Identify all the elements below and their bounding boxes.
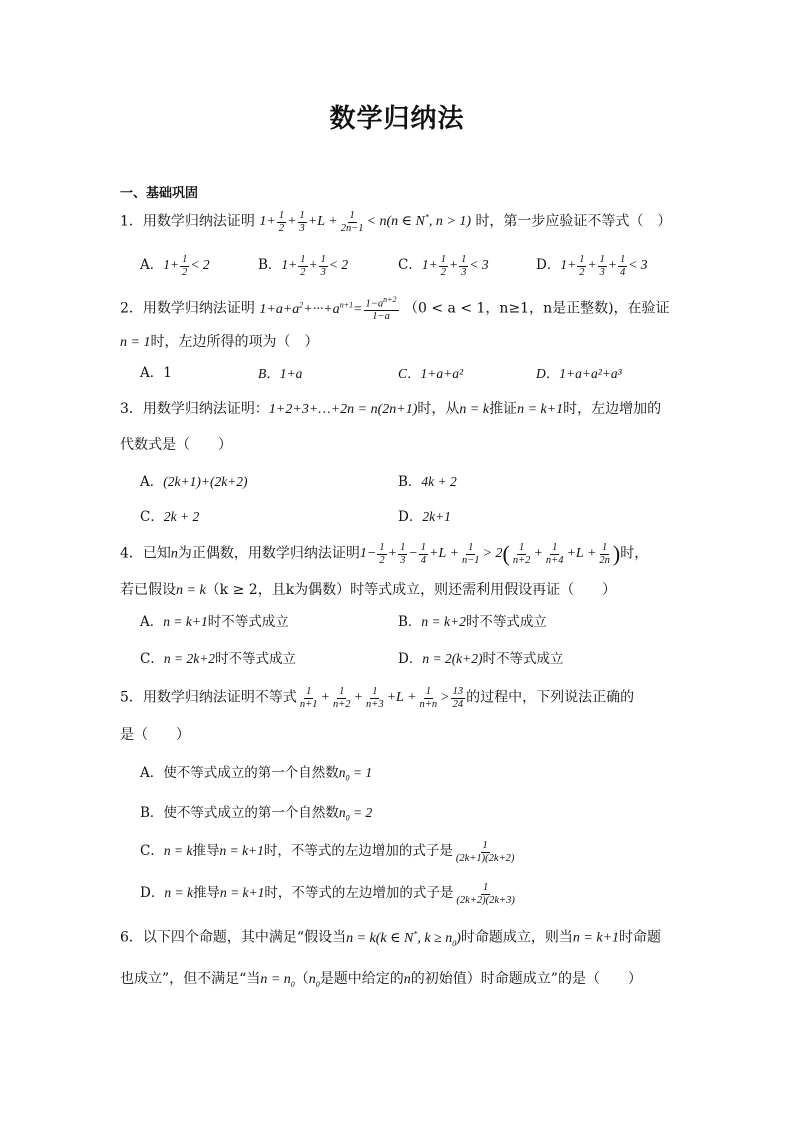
q1-option-d: D．1+ $\frac{1}{2}$ + $\frac{1}{3}$ + $\frac{1}{4}$ < 3 (536, 254, 648, 278)
question-6: 6．以下四个命题，其中满足“假设当n = k(k ∈ N*, $k \ge n_0$)时命题成立，则当n = k+1时命题 (120, 929, 662, 948)
q1-option-a: A．1+ $\frac{1}{2}$ < 2 (140, 254, 210, 278)
question-4-line2: 若已假设n = k（k ≥ 2，且k为偶数）时等式成立，则还需利用假设再证（ ） (120, 582, 617, 598)
q4-option-a: A．n = k+1时不等式成立 (140, 614, 289, 630)
q4-option-b: B．n = k+2时不等式成立 (398, 614, 547, 630)
q1-formula: 1+ $\frac{1}{2}$ + $\frac{1}{3}$ +L + $\frac{1}{2n-1}$ < n(n ∈ N*, n > 1) (259, 210, 471, 234)
q3-option-a: A．(2k+1)+(2k+2) (140, 474, 248, 490)
page-title: 数学归纳法 (329, 104, 465, 134)
q3-option-d: D．2k+1 (398, 509, 451, 525)
q2-option-c: C．1+a+a² (398, 366, 464, 381)
q1-suffix: 时，第一步应验证不等式（ ） (475, 213, 672, 230)
q5-option-d: D．n = k推导n = k+1时，不等式的左边增加的式子是 $\frac{1}{(2k+2)(2k+3)}$ (140, 882, 515, 906)
q4-option-d: D．n = 2(k+2)时不等式成立 (398, 651, 564, 667)
q3-option-c: C．2k + 2 (140, 509, 200, 525)
q2-option-a: A．1 (140, 365, 172, 381)
question-5-line2: 是（ ） (120, 727, 190, 743)
question-1 (120, 210, 671, 234)
q5-option-c: C．n = k推导n = k+1时，不等式的左边增加的式子是 $\frac{1}{(2k+1)(2k+2)}$ (140, 840, 515, 864)
question-2-line2: n = 1时，左边所得的项为（ ） (120, 334, 319, 350)
q5-option-a: A．使不等式成立的第一个自然数$n_0 = 1$ (140, 765, 373, 783)
q1-option-b: B．1+ $\frac{1}{2}$ + $\frac{1}{3}$ < 2 (258, 254, 349, 278)
question-5: 5．用数学归纳法证明不等式 $\frac{1}{n+1}$ + $\frac{1}{n+2}$ + $\frac{1}{n+3}$ +L + $\frac{1}{n+n}$ > $\frac{13}{24}$ 的过程中，下列说法正确的 (120, 686, 635, 710)
q1-prefix: 1．用数学归纳法证明 (120, 213, 255, 230)
section-heading: 一、基础巩固 (120, 186, 199, 201)
q2-option-d: D．1+a+a²+a³ (536, 366, 622, 381)
question-3: 3．用数学归纳法证明：1+2+3+…+2n = n(2n+1)时，从n = k推证n = k+1时，左边增加的 (120, 401, 662, 417)
question-2: 2．用数学归纳法证明 $1+a+a^2+\cdot\cdot\cdot+a^{n+1}=$ $\frac{1-a^{n+2}}{1-a}$ （0 < a < 1，n≥1，n是正整数)，在验证 (120, 295, 670, 323)
q3-option-b: B．4k + 2 (398, 474, 457, 490)
q1-option-c: C．1+ $\frac{1}{2}$ + $\frac{1}{3}$ < 3 (398, 254, 489, 278)
question-6-line2: 也成立”，但不满足“当$n = n_0(n_0$是题中给定的n的初始值）时命题成立”的是（ ） (120, 971, 642, 989)
q5-option-b: B．使不等式成立的第一个自然数$n_0 = 2$ (140, 805, 373, 823)
q2-formula: $1+a+a^2+\cdot\cdot\cdot+a^{n+1}=$ $\frac{1-a^{n+2}}{1-a}$ (259, 295, 397, 323)
question-3-line2: 代数式是（ ） (120, 437, 232, 453)
q4-option-c: C．n = 2k+2时不等式成立 (140, 651, 297, 667)
q2-option-b: B．1+a (258, 366, 303, 381)
question-4: 4．已知n为正偶数，用数学归纳法证明1− $\frac{1}{2}$ + $\frac{1}{3}$ − $\frac{1}{4}$ +L + $\frac{1}{n-1}$ > 2( $\frac{1}{n+2}$ + $\frac{1}{n+4}$ +L + $\frac{1}{2n}$ )时， (120, 541, 649, 567)
